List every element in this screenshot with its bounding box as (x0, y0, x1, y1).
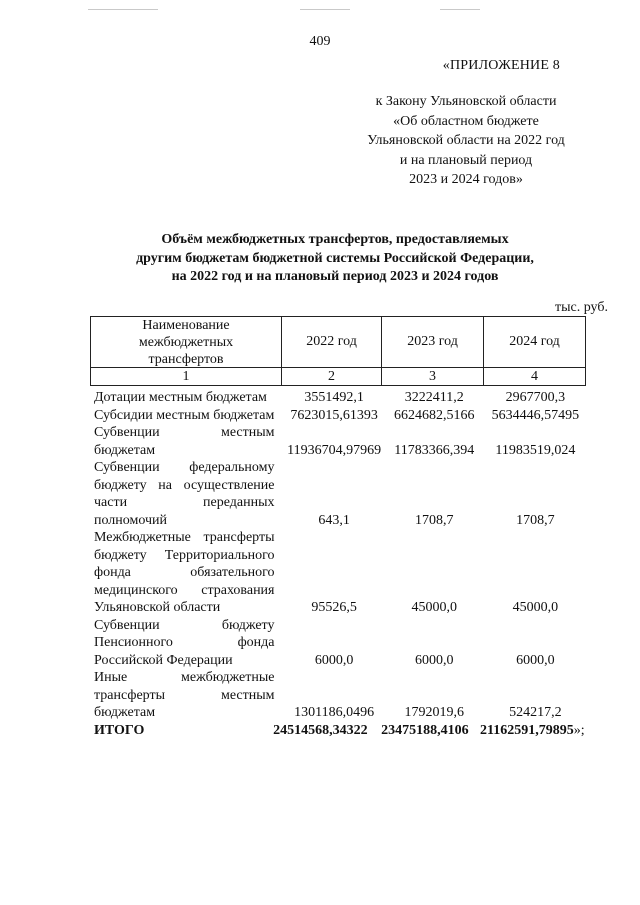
law-reference-line: 2023 и 2024 годов» (409, 172, 523, 187)
page-number: 409 (309, 34, 331, 49)
scan-artifact (440, 9, 480, 10)
table-header-row (90, 316, 586, 368)
header-cell-2024: 2024 год (483, 317, 585, 367)
row-name: Межбюджетные трансферты бюджету Территориального фонда обязательного медицинского страхования Ульяновской области (94, 530, 275, 615)
value-2024: 5634446,57495 (491, 407, 580, 423)
value-2022: 6000,0 (314, 652, 354, 668)
title-line: другим бюджетам бюджетной системы Российской Федерации, (136, 250, 534, 266)
transfers-table (90, 316, 586, 740)
table-row (90, 424, 586, 459)
column-number-row (90, 368, 586, 386)
value-2022: 1301186,0496 (294, 705, 375, 720)
row-name: Субвенции местным бюджетам (94, 425, 275, 458)
row-name: Субсидии местным бюджетам (94, 407, 275, 423)
value-2023: 45000,0 (411, 600, 457, 615)
appendix-label: «ПРИЛОЖЕНИЕ 8 (442, 58, 560, 73)
value-2024: 1708,7 (516, 512, 555, 528)
header-cell-name (91, 317, 281, 367)
header-cell-2022: 2022 год (281, 317, 381, 367)
value-2023: 6000,0 (415, 652, 454, 668)
value-2024: 2967700,3 (505, 390, 566, 405)
total-2023: 23475188,4106 (381, 722, 469, 738)
header-name-text: Наименование межбюджетных трансфертов (138, 317, 234, 367)
document-title (90, 231, 580, 287)
header-cell-2023: 2023 год (381, 317, 483, 367)
table-row (90, 617, 586, 670)
table-row (90, 459, 586, 529)
value-2022: 11936704,97969 (287, 442, 382, 458)
title-line: Объём межбюджетных трансфертов, предоставляемых (161, 232, 509, 247)
table-row (90, 407, 586, 425)
law-reference-line: «Об областном бюджете (393, 113, 539, 129)
value-2022: 643,1 (318, 512, 350, 528)
row-name: Дотации местным бюджетам (94, 390, 267, 405)
row-name: Субвенции федеральному бюджету на осуществление части переданных полномочий (94, 460, 275, 528)
table-row (90, 389, 586, 407)
value-2023: 11783366,394 (394, 442, 475, 458)
value-2022: 3551492,1 (304, 390, 364, 405)
value-2024: 11983519,024 (495, 442, 576, 458)
scan-artifact (300, 9, 350, 10)
value-2023: 6624682,5166 (394, 407, 475, 423)
column-number: 4 (483, 368, 585, 385)
table-row (90, 669, 586, 722)
total-2024-value: 21162591,79895 (479, 722, 574, 738)
value-2023: 3222411,2 (404, 390, 464, 405)
column-number: 1 (182, 368, 190, 384)
row-name: Иные межбюджетные трансферты местным бюджетам (94, 670, 275, 720)
value-2022: 7623015,61393 (290, 407, 378, 423)
total-2022: 24514568,34322 (273, 722, 368, 738)
law-reference (336, 92, 596, 190)
scan-artifact (88, 9, 158, 10)
value-2022: 95526,5 (311, 600, 357, 615)
table-body (90, 386, 586, 740)
column-number: 3 (381, 368, 483, 385)
unit-label: тыс. руб. (555, 300, 608, 315)
row-name: Субвенции бюджету Пенсионного фонда Российской Федерации (94, 617, 275, 668)
law-reference-line: Ульяновской области на 2022 год (367, 133, 565, 148)
value-2024: 524217,2 (509, 705, 562, 720)
total-row (90, 722, 586, 740)
total-2024 (479, 722, 586, 740)
law-reference-line: и на плановый период (399, 152, 533, 168)
value-2024: 6000,0 (516, 652, 555, 668)
value-2023: 1708,7 (415, 512, 454, 528)
value-2023: 1792019,6 (404, 705, 464, 720)
total-label: ИТОГО (94, 722, 145, 738)
table-row (90, 529, 586, 617)
column-number: 2 (281, 368, 381, 385)
value-2024: 45000,0 (512, 600, 559, 615)
closing-quote-suffix: »; (573, 722, 585, 738)
title-line: на 2022 год и на плановый период 2023 и 2024 годов (171, 269, 499, 284)
law-reference-line: к Закону Ульяновской области (375, 94, 557, 109)
